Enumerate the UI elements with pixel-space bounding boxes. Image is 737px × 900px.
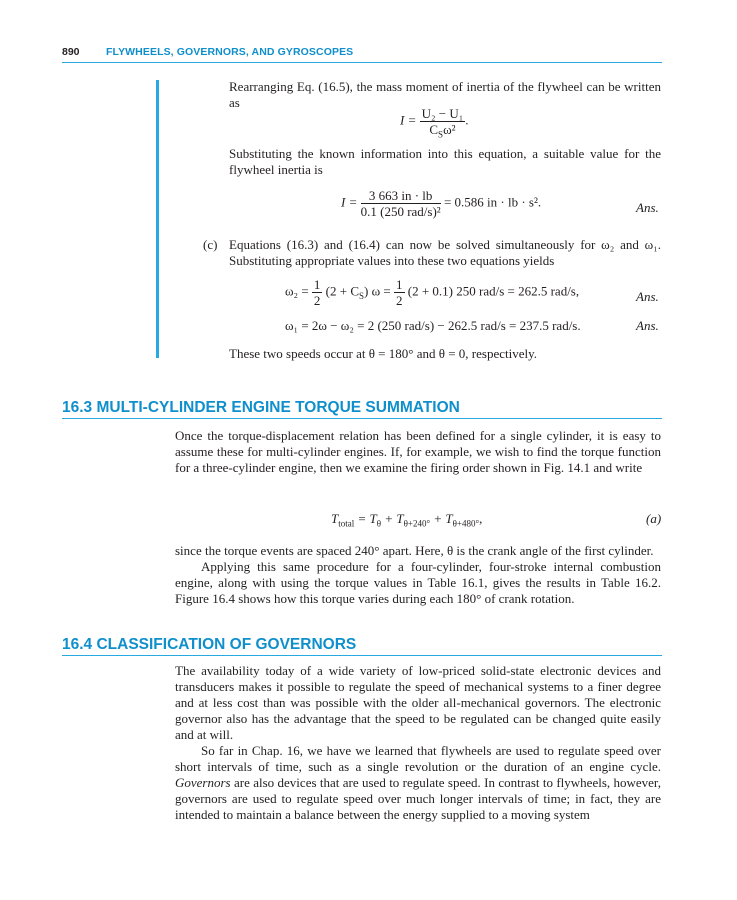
paragraph: Once the torque-displacement relation has been defined for a single cylinder, it is easy to assume these for multi-cylinder engines. If, for example, we wish to find the torque function for a three-cylinder engine, then we examine the firing order shown in Fig. 14.1 and write	[175, 428, 661, 475]
emphasis-governors: Governors	[175, 775, 231, 790]
answer-marker: Ans.	[636, 318, 659, 333]
paragraph: Substituting the known information into this equation, a suitable value for the flywheel inertia is	[229, 146, 661, 177]
item-label: (c)	[203, 237, 218, 252]
paragraph: since the torque events are spaced 240° apart. Here, θ is the crank angle of the first cylinder. Applying this same procedure for a four-cylinder, four-stroke internal combustion engine, along with using the torque values in Table 16.1, gives the results in Table 16.2. Figure 16.4 shows how this torque varies during each 180° of crank rotation.	[175, 543, 661, 606]
equation-torque-total: $T_{total} = T_\theta + T_{\theta+240^\circ} + T_{\theta+480^\circ}$,	[331, 511, 483, 529]
paragraph: Rearranging Eq. (16.5), the mass moment of inertia of the flywheel can be written as	[229, 79, 661, 110]
paragraph: Equations (16.3) and (16.4) can now be solved simultaneously for ω₂ and ω₁. Substituting appropriate values into these two equations yields	[229, 237, 661, 268]
section-heading-16-4: 16.4 CLASSIFICATION OF GOVERNORS	[62, 633, 662, 656]
running-header	[62, 44, 662, 63]
answer-marker: Ans.	[636, 289, 659, 304]
equation-inertia-value: I = $\frac{3 663 in \cdot lb}{\text{0.1 (250 rad/s)²}}$ = 0.586 in · lb · s².	[341, 188, 542, 219]
equation-omega2: ω₂ = $\frac{1}{2}$ $(2 + C_S)$ ω = $\frac{1}{2}$ (2 + 0.1) 250 rad/s = 262.5 rad/s,	[285, 277, 580, 308]
paragraph: The availability today of a wide variety of low-priced solid-state electronic devices and transducers makes it possible to regulate the speed of mechanical systems to a finer degree and at less cost than was possible with the older all-mechanical governors. The electronic governor also has the advantage that the speed to be regulated can be changed quite easily and at will. So far in Chap. 16, we have we learned that flywheels are used to regulate speed over short intervals of time, such as a single revolution or the duration of an engine cycle. Governors are also devices that are used to regulate speed. In contrast to flywheels, however, governors are used to regulate speed over much longer intervals of time; in fact, they are intended to maintain a balance between the energy supplied to a moving system	[175, 663, 661, 822]
page-number: 890	[62, 46, 80, 58]
paragraph: These two speeds occur at θ = 180° and θ = 0, respectively.	[229, 346, 537, 361]
section-heading-16-3: 16.3 MULTI-CYLINDER ENGINE TORQUE SUMMATION	[62, 396, 662, 419]
answer-marker: Ans.	[636, 200, 659, 215]
equation-label: (a)	[646, 511, 662, 526]
example-margin-bar	[156, 80, 159, 358]
running-title: FLYWHEELS, GOVERNORS, AND GYROSCOPES	[106, 46, 354, 58]
equation-omega1: ω₁ = 2ω − ω₂ = 2 (250 rad/s) − 262.5 rad/s = 237.5 rad/s.	[285, 318, 581, 333]
equation-inertia: I = $\frac{\text{U₂ − U₁}}{C_S\omega^2}$ .	[400, 106, 469, 140]
